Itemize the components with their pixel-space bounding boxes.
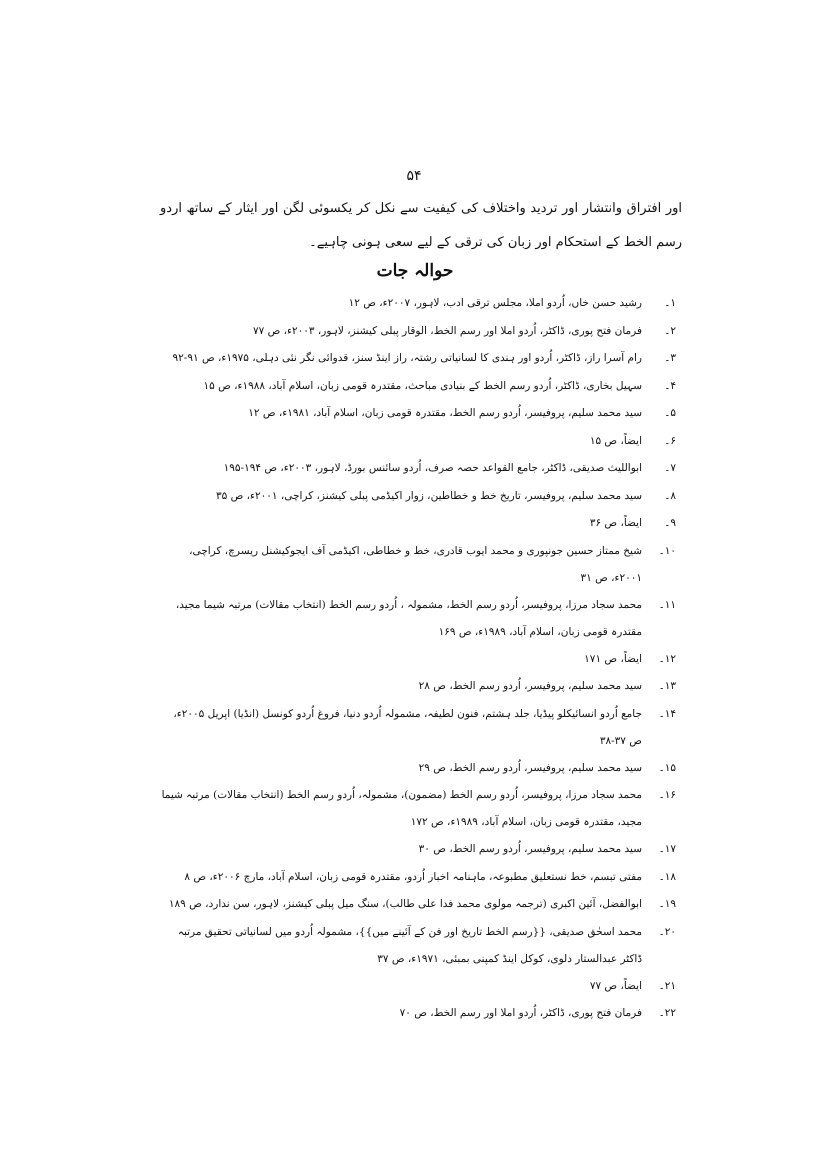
reference-text: محمد سجاد مرزا، پروفیسر، اُردو رسم الخط، مشمولہ ، اُردو رسم الخط (انتخاب مقالات) مرتبہ شیما مجید، مقتدرہ قومی زبان، اسلام آباد، ۱۹۸۹ء، ص ۱۶۹ [175,598,642,638]
reference-number: ۱۵۔ [658,761,676,774]
reference-text: مفتی تبسم، خط نستعلیق مطبوعہ، ماہنامہ اخبار اُردو، مقتدرہ قومی زبان، اسلام آباد، مارچ ۲۰۰۶ء، ص ۸ [184,870,642,883]
reference-number: ۲۰۔ [658,925,676,938]
reference-text: ابواللیث صدیقی، ڈاکٹر، جامع القواعد حصہ صرف، اُردو سائنس بورڈ، لاہور، ۲۰۰۳ء، ص ۱۹۴-۱۹۵ [223,462,642,474]
reference-item [160,973,682,1001]
reference-item [160,318,682,346]
reference-text: ایضاً، ص ۷۷ [589,979,642,992]
reference-number: ۳۔ [664,352,676,364]
reference-item [160,428,682,456]
reference-text: ایضاً، ص ۱۵ [589,434,642,447]
reference-text: سید محمد سلیم، پروفیسر، تاریخ خط و خطاطین، زوار اکیڈمی پبلی کیشنز، کراچی، ۲۰۰۱ء، ص ۳۵ [215,489,642,502]
reference-item [160,1000,682,1028]
reference-number: ۶۔ [664,434,676,447]
reference-number: ۱۸۔ [658,870,676,883]
references-list [160,290,682,1028]
reference-number: ۱۶۔ [658,789,676,801]
reference-number: ۱۱۔ [658,598,676,611]
reference-number: ۱۴۔ [658,707,676,720]
reference-item [160,483,682,511]
reference-number: ۷۔ [664,462,676,474]
intro-paragraph: اور افتراق وانتشار اور تردید واختلاف کی کیفیت سے نکل کر یکسوئی لگن اور ایثار کے ساتھ اردو رسم الخط کے استحکام اور زبان کی ترقی کے لیے سعی ہونی چاہیے۔ [160,201,682,250]
reference-number: ۸۔ [664,489,676,502]
reference-item [160,345,682,373]
reference-item [160,891,682,919]
reference-item [160,919,682,973]
reference-text: سید محمد سلیم، پروفیسر، اُردو رسم الخط، ص ۲۹ [418,761,642,774]
reference-text: ایضاً، ص ۳۶ [589,517,642,529]
reference-item [160,373,682,401]
reference-text: ابوالفضل، آئین اکبری (ترجمہ مولوی محمد فدا علی طالب)، سنگ میل پبلی کیشنز، لاہور، سن ندارد، ص ۱۸۹ [168,898,642,910]
reference-number: ۱۰۔ [658,544,676,557]
reference-item [160,755,682,783]
reference-text: فرمان فتح پوری، ڈاکٹر، اُردو املا اور رسم الخط، الوقار پبلی کیشنز، لاہور، ۲۰۰۳ء، ص ۷۷ [253,324,642,337]
reference-text: سید محمد سلیم، پروفیسر، اُردو رسم الخط، مقتدرہ قومی زبان، اسلام آباد، ۱۹۸۱ء، ص ۱۲ [248,407,642,419]
reference-text: ایضاً، ص ۱۷۱ [584,652,642,665]
reference-number: ۱۔ [664,297,676,309]
reference-number: ۱۲۔ [658,652,676,665]
reference-number: ۱۷۔ [658,843,676,855]
reference-text: سید محمد سلیم، پروفیسر، اُردو رسم الخط، ص ۲۸ [418,680,642,692]
reference-number: ۱۹۔ [658,898,676,910]
reference-item [160,701,682,755]
reference-number: ۴۔ [664,379,676,392]
reference-text: سہیل بخاری، ڈاکٹر، اُردو رسم الخط کے بنیادی مباحث، مقتدرہ قومی زبان، اسلام آباد، ۱۹۸۸ء، ص ۱۵ [203,379,642,392]
reference-text: رشید حسن خاں، اُردو املا، مجلس ترقی ادب، لاہور، ۲۰۰۷ء، ص ۱۲ [348,297,642,309]
page-number: ۵۴ [406,168,422,184]
reference-number: ۵۔ [664,407,676,419]
reference-item [160,782,682,836]
reference-number: ۲۲۔ [658,1007,676,1019]
reference-text: فرمان فتح پوری، ڈاکٹر، اُردو املا اور رسم الخط، ص ۷۰ [399,1007,642,1019]
reference-number: ۲۱۔ [658,979,676,992]
reference-number: ۹۔ [664,517,676,529]
reference-text: جامع اُردو انسائیکلو پیڈیا، جلد ہشتم، فنون لطیفہ، مشمولہ اُردو دنیا، فروغ اُردو کونسل (انڈیا) اپریل ۲۰۰۵ء، ص ۳۷-۳۸ [173,707,642,747]
reference-text: سید محمد سلیم، پروفیسر، اُردو رسم الخط، ص ۳۰ [418,843,642,855]
reference-text: محمد اسحٰق صدیقی، {{رسم الخط تاریخ اور فن کے آئینے میں}}، مشمولہ اُردو میں لسانیاتی تحقیق مرتبہ ڈاکٹر عبدالستار دلوی، کوکل اینڈ کمپنی بمبئی، ۱۹۷۱ء، ص ۳۷ [177,925,642,965]
reference-item [160,455,682,483]
reference-item [160,673,682,701]
reference-item [160,646,682,674]
reference-item [160,592,682,646]
reference-text: رام آسرا راز، ڈاکٹر، اُردو اور ہندی کا لسانیاتی رشتہ، راز اینڈ سنز، قدوائی نگر نئی دہلی، ۱۹۷۵ء، ص ۹۱-۹۲ [172,352,642,364]
reference-item [160,538,682,592]
reference-item [160,836,682,864]
reference-text: محمد سجاد مرزا، پروفیسر، اُردو رسم الخط (مضمون)، مشمولہ، اُردو رسم الخط (انتخاب مقالات) مرتبہ شیما مجید، مقتدرہ قومی زبان، اسلام آباد، ۱۹۸۹ء، ص ۱۷۲ [161,789,642,828]
reference-item [160,864,682,892]
reference-item [160,290,682,318]
reference-text: شیخ ممتاز حسین جونپوری و محمد ایوب قادری، خط و خطاطی، اکیڈمی آف ایجوکیشنل ریسرچ، کراچی، ۲۰۰۱ء، ص ۳۱ [189,544,642,584]
reference-item [160,510,682,538]
reference-number: ۱۳۔ [658,680,676,692]
reference-number: ۲۔ [664,324,676,337]
reference-item [160,400,682,428]
references-heading: حوالہ جات [376,261,454,281]
